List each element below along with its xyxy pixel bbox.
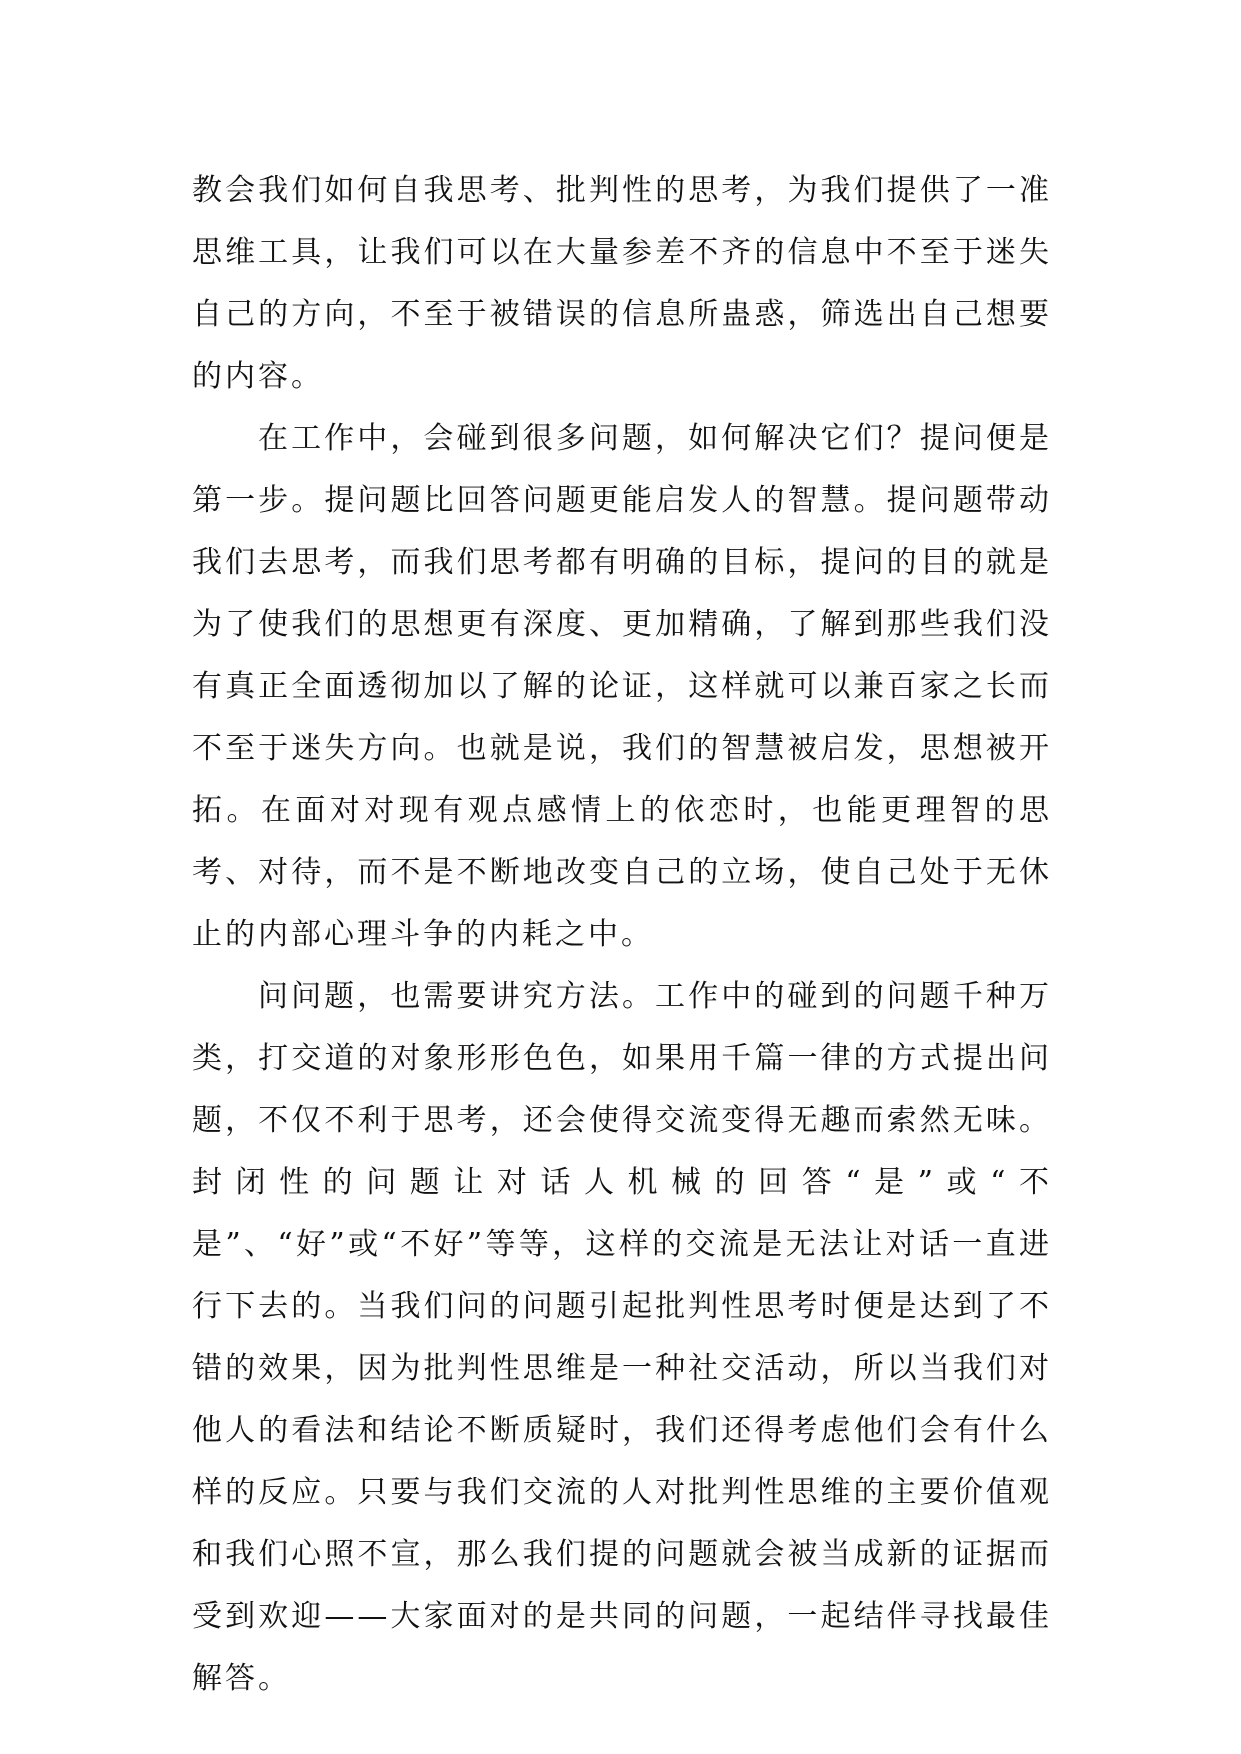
paragraph-questions-at-work: 在工作中，会碰到很多问题，如何解决它们？提问便是第一步。提问题比回答问题更能启发人的智慧。提问题带动我们去思考，而我们思考都有明确的目标，提问的目的就是为了使我们的思想更有深度、更加精确，了解到那些我们没有真正全面透彻加以了解的论证，这样就可以兼百家之长而不至于迷失方向。也就是说，我们的智慧被启发，思想被开拓。在面对对现有观点感情上的依恋时，也能更理智的思考、对待，而不是不断地改变自己的立场，使自己处于无休止的内部心理斗争的内耗之中。 [192,421,1052,952]
document-page [192,160,1052,1710]
paragraph-asking-methods: 问问题，也需要讲究方法。工作中的碰到的问题千种万类，打交道的对象形形色色，如果用千篇一律的方式提出问题，不仅不利于思考，还会使得交流变得无趣而索然无味。封闭性的问题让对话人机械的回答“是”或“不是”、“好”或“不好”等等，这样的交流是无法让对话一直进行下去的。当我们问的问题引起批判性思考时便是达到了不错的效果，因为批判性思维是一种社交活动，所以当我们对他人的看法和结论不断质疑时，我们还得考虑他们会有什么样的反应。只要与我们交流的人对批判性思维的主要价值观和我们心照不宣，那么我们提的问题就会被当成新的证据而受到欢迎——大家面对的是共同的问题，一起结伴寻找最佳解答。 [192,979,1052,1696]
paragraph-continuation: 教会我们如何自我思考、批判性的思考，为我们提供了一准思维工具，让我们可以在大量参差不齐的信息中不至于迷失自己的方向，不至于被错误的信息所蛊惑，筛选出自己想要的内容。 [192,173,1052,394]
